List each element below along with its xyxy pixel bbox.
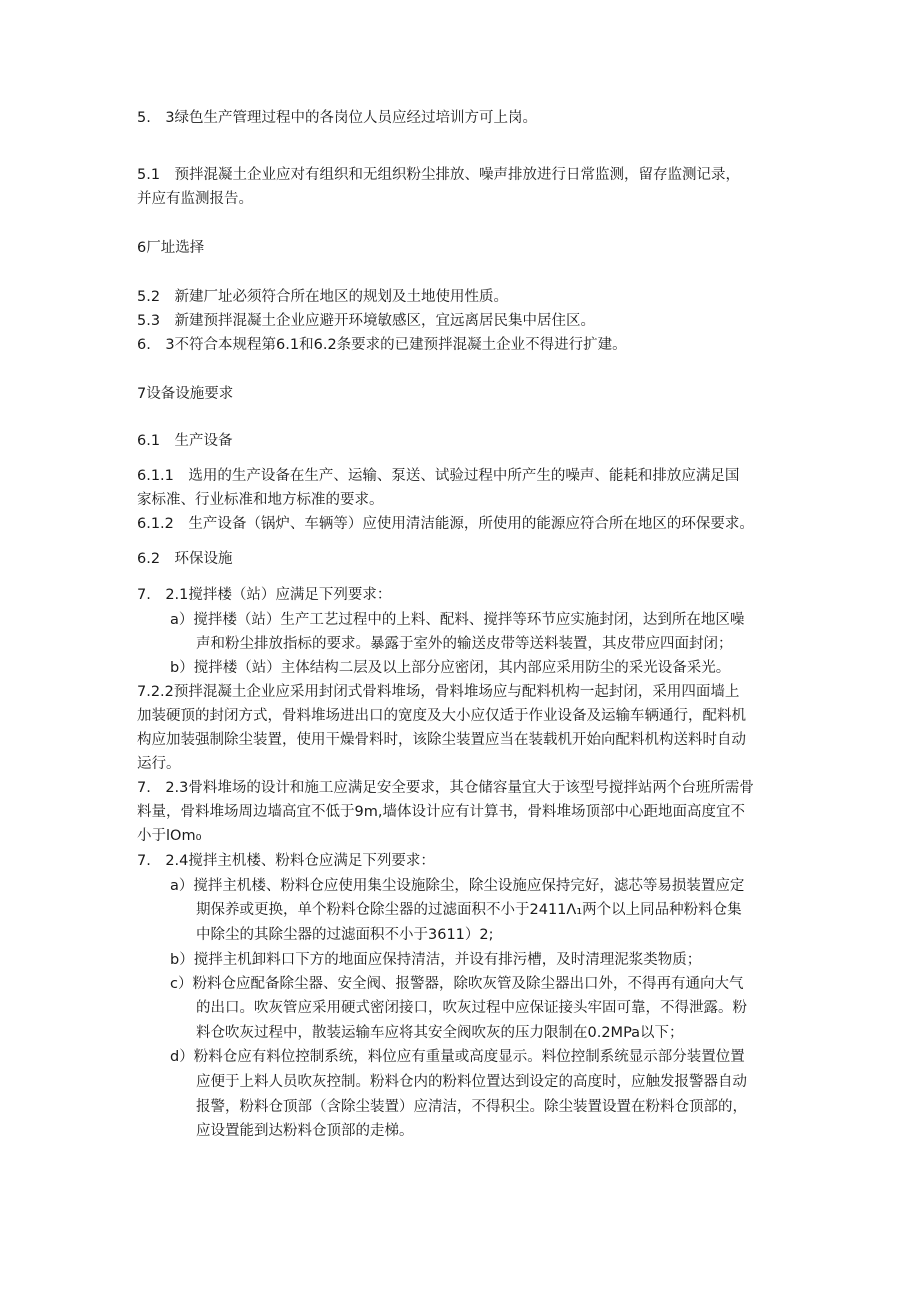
list-item-c-powder-silo: c）粉料仓应配备除尘器、安全阀、报警器，除吹灰管及除尘器出口外，不得再有通向大气: [170, 976, 744, 992]
clause-5-1-monitoring-cont: 并应有监测报告。: [137, 191, 253, 207]
list-item-b-mixing-structure: b）搅拌楼（站）主体结构二层及以上部分应密闭，其内部应采用防尘的采光设备采光。: [170, 660, 731, 676]
clause-7-2-2-aggregate-yard-cont-3: 运行。: [137, 756, 181, 772]
list-item-a-dust-collection: a）搅拌主机楼、粉料仓应使用集尘设施除尘，除尘设施应保持完好，滤芯等易损装置应定: [170, 878, 745, 894]
clause-7-2-2-aggregate-yard: 7.2.2预拌混凝土企业应采用封闭式骨料堆场，骨料堆场应与配料机构一起封闭，采用四面墙上: [137, 684, 740, 700]
clause-5-1-monitoring: 5.1 预拌混凝土企业应对有组织和无组织粉尘排放、噪声排放进行日常监测，留存监测记录，: [137, 167, 741, 183]
clause-7-2-3-yard-design-cont-1: 料量，骨料堆场周边墙高宜不低于9m,墙体设计应有计算书，骨料堆场顶部中心距地面高度宜不: [137, 804, 745, 820]
section-heading-equipment: 7设备设施要求: [137, 386, 234, 402]
list-item-c-powder-silo-cont-1: 的出口。吹灰管应采用硬式密闭接口，吹灰过程中应保证接头牢固可靠，不得泄露。粉: [196, 1000, 747, 1016]
clause-7-2-1-mixing-station: 7. 2.1搅拌楼（站）应满足下列要求：: [137, 587, 392, 603]
section-heading-site-selection: 6厂址选择: [137, 240, 205, 256]
clause-5-2-site: 5.2 新建厂址必须符合所在地区的规划及土地使用性质。: [137, 289, 509, 305]
clause-6-1-1-standards: 6.1.1 选用的生产设备在生产、运输、泵送、试验过程中所产生的噪声、能耗和排放应满足国: [137, 468, 740, 484]
list-item-d-level-control-cont-1: 应便于上料人员吹灰控制。粉料仓内的粉料位置达到设定的高度时，应触发报警器自动: [196, 1074, 747, 1090]
list-item-d-level-control-cont-3: 应设置能到达粉料仓顶部的走梯。: [196, 1123, 414, 1139]
clause-7-2-2-aggregate-yard-cont-1: 加装硬顶的封闭方式，骨料堆场进出口的宽度及大小应仅适于作业设备及运输车辆通行，配料机: [137, 708, 746, 724]
clause-5-3-training: 5. 3绿色生产管理过程中的各岗位人员应经过培训方可上岗。: [137, 110, 538, 126]
clause-7-2-3-yard-design: 7. 2.3骨料堆场的设计和施工应满足安全要求，其仓储容量宜大于该型号搅拌站两个台班所需骨: [137, 780, 754, 796]
list-item-a-dust-collection-cont-2: 中除尘的其除尘器的过滤面积不小于3611）2;: [196, 927, 494, 943]
clause-7-2-4-main-building: 7. 2.4搅拌主机楼、粉料仓应满足下列要求：: [137, 853, 435, 869]
clause-6-3-expansion: 6. 3不符合本规程第6.1和6.2条要求的已建预拌混凝土企业不得进行扩建。: [137, 337, 627, 353]
clause-7-2-2-aggregate-yard-cont-2: 构应加装强制除尘装置，使用干燥骨料时，该除尘装置应当在装载机开始向配料机构送料时自动: [137, 732, 746, 748]
subsection-heading-production-equipment: 6.1 生产设备: [137, 433, 233, 449]
list-item-a-dust-collection-cont-1: 期保养或更换，单个粉料仓除尘器的过滤面积不小于2411Λ₁两个以上同品种粉料仓集: [196, 902, 742, 918]
subsection-heading-environmental-facilities: 6.2 环保设施: [137, 551, 233, 567]
clause-6-1-1-standards-cont: 家标准、行业标准和地方标准的要求。: [137, 492, 384, 508]
clause-7-2-3-yard-design-cont-2: 小于lOm₀: [137, 828, 202, 844]
list-item-b-discharge-area: b）搅拌主机卸料口下方的地面应保持清洁，并设有排污槽，及时清理泥浆类物质；: [170, 952, 702, 968]
list-item-d-level-control-cont-2: 报警，粉料仓顶部（含除尘装置）应清洁，不得积尘。除尘装置设置在粉料仓顶部的，: [196, 1099, 747, 1115]
list-item-a-mixing-enclosure-cont: 声和粉尘排放指标的要求。暴露于室外的输送皮带等送料装置，其皮带应四面封闭；: [196, 636, 733, 652]
list-item-c-powder-silo-cont-2: 料仓吹灰过程中，散装运输车应将其安全阀吹灰的压力限制在0.2MPa以下；: [196, 1025, 684, 1041]
clause-5-3-sensitive-area: 5.3 新建预拌混凝土企业应避开环境敏感区，宜远离居民集中居住区。: [137, 313, 596, 329]
list-item-d-level-control: d）粉料仓应有料位控制系统，料位应有重量或高度显示。料位控制系统显示部分装置位置: [170, 1049, 745, 1065]
clause-6-1-2-clean-energy: 6.1.2 生产设备（锅炉、车辆等）应使用清洁能源，所使用的能源应符合所在地区的环保要求。: [137, 516, 754, 532]
list-item-a-mixing-enclosure: a）搅拌楼（站）生产工艺过程中的上料、配料、搅拌等环节应实施封闭，达到所在地区噪: [170, 612, 745, 628]
